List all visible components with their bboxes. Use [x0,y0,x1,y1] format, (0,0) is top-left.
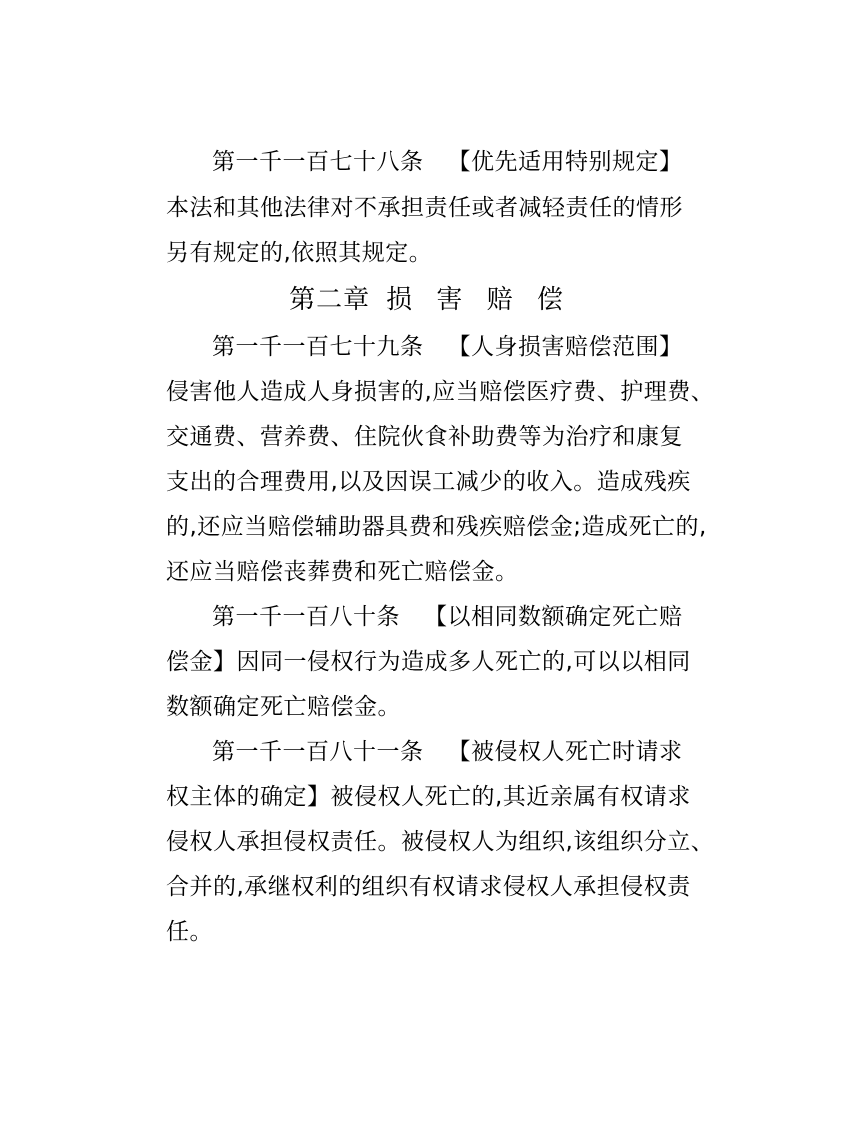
article-heading: 第一千一百八十一条 [212,739,424,765]
article-1180-line-2: 数额确定死亡赔偿金。 [166,694,401,720]
article-heading: 第一千一百八十条 [212,604,400,630]
article-1179-line-3: 支出的合理费用,以及因误工减少的收入。造成残疾 [166,469,691,495]
article-1181-line-4: 任。 [166,919,213,945]
article-1181-line-2: 侵权人承担侵权责任。被侵权人为组织,该组织分立、 [166,829,715,855]
article-1180-line-1: 偿金】因同一侵权行为造成多人死亡的,可以以相同 [166,649,691,675]
chapter-title: 损 害 赔 偿 [386,285,571,315]
article-1181-line-1: 权主体的确定】被侵权人死亡的,其近亲属有权请求 [166,784,691,810]
article-1178-line-1: 本法和其他法律对不承担责任或者减轻责任的情形 [166,195,683,221]
article-1180-heading-line [212,602,683,632]
article-1179-heading-line [212,332,683,362]
article-topic: 【人身损害赔偿范围】 [447,334,683,360]
article-heading: 第一千一百七十九条 [212,334,424,360]
article-1181-heading-line [212,737,683,767]
article-topic: 【优先适用特别规定】 [447,149,683,175]
article-1179-line-5: 还应当赔偿丧葬费和死亡赔偿金。 [166,559,519,585]
article-heading: 第一千一百七十八条 [212,149,424,175]
article-1179-line-2: 交通费、营养费、住院伙食补助费等为治疗和康复 [166,424,683,450]
chapter-number: 第二章 [289,285,371,315]
article-1178-line-2: 另有规定的,依照其规定。 [166,240,433,266]
article-1178-heading-line [212,147,683,177]
article-topic: 【被侵权人死亡时请求 [447,739,683,765]
chapter-heading [0,283,860,317]
article-topic: 【以相同数额确定死亡赔 [424,604,683,630]
article-1179-line-1: 侵害他人造成人身损害的,应当赔偿医疗费、护理费、 [166,379,715,405]
article-1179-line-4: 的,还应当赔偿辅助器具费和残疾赔偿金;造成死亡的, [166,514,707,540]
article-1181-line-3: 合并的,承继权利的组织有权请求侵权人承担侵权责 [166,874,691,900]
